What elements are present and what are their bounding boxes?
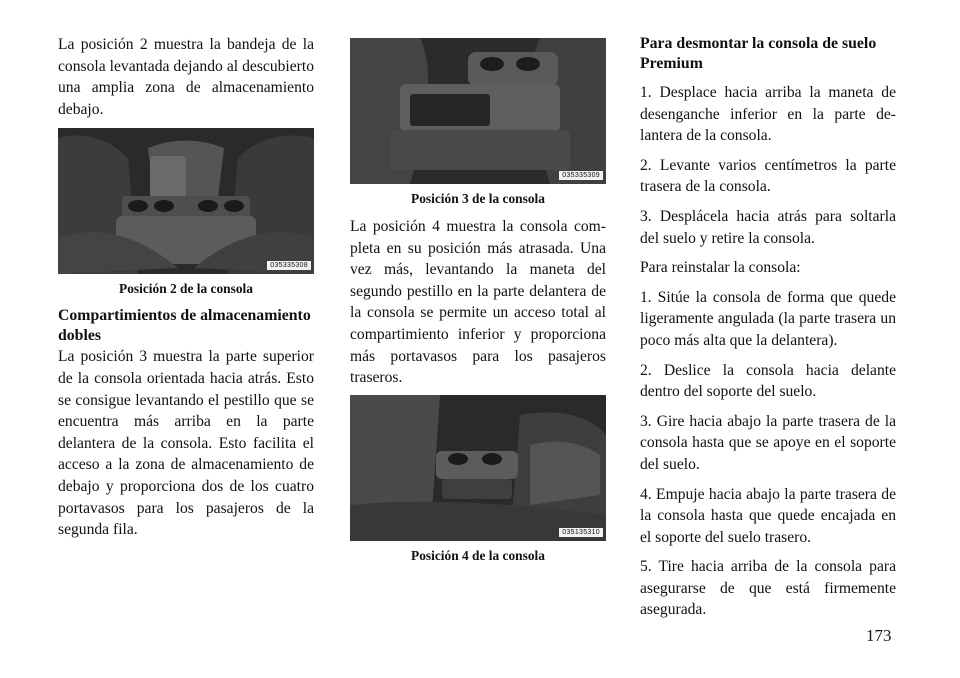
seat-console-illustration xyxy=(58,128,314,274)
console-position-4-photo xyxy=(350,395,606,541)
console-position-2-photo xyxy=(58,128,314,274)
seat-console-illustration xyxy=(350,395,606,541)
section-heading: Compartimientos de almacenamiento dobles xyxy=(58,307,311,345)
reinstall-step: 4. Empuje hacia abajo la parte trasera de la consola hasta que quede encajada en el soporte del suelo trasero. xyxy=(640,485,896,546)
figure-code: 035335308 xyxy=(267,261,311,270)
removal-step: 1. Desplace hacia arriba la maneta de desenganche inferior en la parte delantera de la consola. xyxy=(640,84,896,145)
removal-step: 3. Desplácela hacia atrás para soltarla del suelo y retire la consola. xyxy=(640,207,896,247)
removal-step: 2. Levante varios centímetros la parte trasera de la consola. xyxy=(640,156,896,196)
figure-caption: Posición 4 de la consola xyxy=(411,547,545,563)
intro-paragraph: La posición 2 muestra la bandeja de la consola levantada dejando al descubierto una amplia zona de almacenamiento debajo. xyxy=(58,36,314,118)
figure-code: 035135310 xyxy=(559,528,603,537)
figure-code: 035335309 xyxy=(559,171,603,180)
reinstall-intro: Para reinstalar la consola: xyxy=(640,259,801,277)
seat-console-illustration xyxy=(350,38,606,184)
middle-column xyxy=(350,38,606,565)
page-number: 173 xyxy=(866,626,892,645)
figure-caption: Posición 3 de la consola xyxy=(411,191,545,206)
right-column xyxy=(640,34,896,621)
reinstall-step: 1. Sitúe la consola de forma que quede ligeramente angulada (la parte trasera un poco más alta que la delantera). xyxy=(640,288,896,349)
reinstall-step: 3. Gire hacia abajo la parte trasera de la consola hasta que se apoye en el soporte del suelo. xyxy=(640,412,896,473)
console-position-3-photo xyxy=(350,38,606,184)
reinstall-step: 2. Deslice la consola hacia delante dentro del soporte del suelo. xyxy=(640,361,896,401)
body-paragraph: La posición 3 muestra la parte superior de la consola orientada hacia atrás. Esto se consigue levantando el pestillo que se encuentra más arriba en la parte delantera de la consola. Esto facilita el acceso a la zona de almacenamiento de debajo y proporciona dos de los cuatro portavasos para los pasajeros de la segunda fila. xyxy=(58,348,314,539)
reinstall-step: 5. Tire hacia arriba de la consola para asegurarse de que está firmemente asegurada. xyxy=(640,558,896,619)
figure-caption: Posición 2 de la consola xyxy=(119,281,253,297)
section-heading: Para desmontar la consola de suelo Premium xyxy=(640,35,877,72)
left-column xyxy=(58,34,314,541)
body-paragraph: La posición 4 muestra la consola completa en su posición más atrasada. Una vez más, levantando la maneta del segundo pestillo en la parte delantera de la consola se permite un acceso total al compartimiento inferior y proporciona más portavasos para los pasajeros traseros. xyxy=(350,218,606,387)
